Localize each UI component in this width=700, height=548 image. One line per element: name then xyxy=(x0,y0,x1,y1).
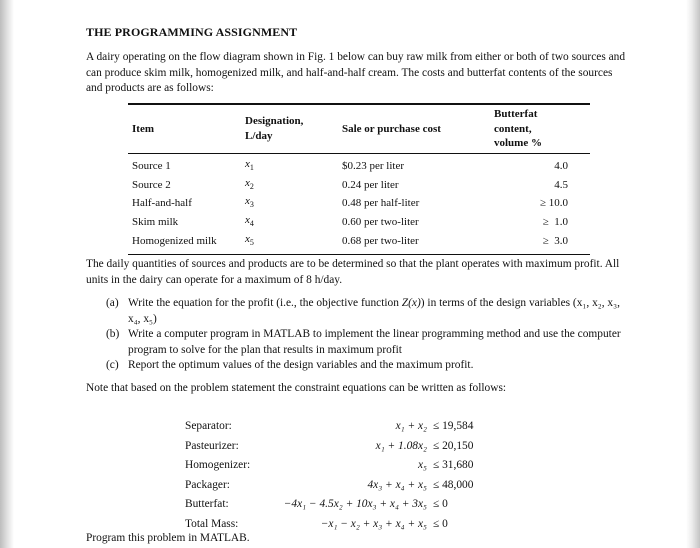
constraint-name: Total Mass: xyxy=(185,517,239,530)
table-header-row xyxy=(128,104,590,153)
constraint-expression: x₁ + 1.08x₂ xyxy=(375,439,427,452)
table-row xyxy=(128,232,590,254)
row-item: Homogenized milk xyxy=(132,235,217,247)
row-butterfat: ≥ 10.0 xyxy=(539,197,568,210)
page-shadow-right xyxy=(686,0,700,548)
row-item: Skim milk xyxy=(132,216,179,229)
row-cost: 0.60 per two-liter xyxy=(342,216,419,229)
row-butterfat: 4.5 xyxy=(554,178,568,191)
row-cost: 0.68 per two-liter xyxy=(342,235,419,247)
task-c xyxy=(106,358,626,374)
constraint-bound: ≤ 20,150 xyxy=(433,439,474,452)
task-a xyxy=(106,296,626,327)
sources-products-table xyxy=(128,103,590,255)
row-cost: 0.48 per half-liter xyxy=(342,197,420,210)
row-butterfat: ≥ 3.0 xyxy=(542,235,568,247)
constraint-name: Pasteurizer: xyxy=(185,439,239,452)
constraint-row xyxy=(185,437,495,457)
task-b xyxy=(106,327,626,358)
constraint-name: Packager: xyxy=(185,478,230,491)
constraint-note: Note that based on the problem statement the constraint equations can be written as follows: xyxy=(86,382,507,394)
constraint-name: Homogenizer: xyxy=(185,459,251,471)
table-row xyxy=(128,213,590,232)
constraint-row xyxy=(185,456,495,476)
row-item: Source 1 xyxy=(132,159,171,172)
task-a-label: (a) xyxy=(106,297,119,309)
task-a-text: Write the equation for the profit (i.e., the objective function Z(x)) in terms of the design variables (x₁, x₂, x₃, x₄, x₅) xyxy=(128,297,620,325)
constraint-row xyxy=(185,417,495,437)
task-b-label: (b) xyxy=(106,328,120,340)
constraint-bound: ≤ 48,000 xyxy=(433,478,474,491)
constraint-expression: x₅ xyxy=(417,459,427,471)
row-designation: $x_4$ xyxy=(245,214,254,229)
constraint-name: Separator: xyxy=(185,420,232,432)
row-item: Source 2 xyxy=(132,178,171,191)
constraint-expression: 4x₃ + x₄ + x₅ xyxy=(367,478,427,491)
constraint-bound: ≤ 19,584 xyxy=(433,420,474,432)
row-designation: $x_1$ xyxy=(245,157,254,172)
document-title: THE PROGRAMMING ASSIGNMENT xyxy=(86,25,298,39)
row-designation: $x_5$ xyxy=(245,232,254,248)
task-list xyxy=(106,296,626,374)
task-c-label: (c) xyxy=(106,359,119,371)
task-b-text: Write a computer program in MATLAB to implement the linear programming method and use the computer program to solve for the plan that results in maximum profit xyxy=(128,328,621,356)
constraint-expression: x₁ + x₂ xyxy=(395,420,427,432)
constraint-expression: −x₁ − x₂ + x₃ + x₄ + x₅ xyxy=(320,517,427,530)
header-butterfat: Butterfat content, volume % xyxy=(494,108,542,150)
row-designation: $x_3$ xyxy=(245,195,254,210)
constraint-row xyxy=(185,476,495,496)
constraint-expression: −4x₁ − 4.5x₂ + 10x₃ + x₄ + 3x₅ xyxy=(283,498,427,510)
header-cost: Sale or purchase cost xyxy=(342,122,441,135)
quantities-paragraph: The daily quantities of sources and products are to be determined so that the plant operates with maximum profit. All units in the dairy can operate for a maximum of 8 h/day. xyxy=(86,258,620,286)
intro-paragraph: A dairy operating on the flow diagram shown in Fig. 1 below can buy raw milk from either or both of two sources and can produce skim milk, homogenized milk, and half-and-half cream. The costs and butterfat contents of the sources and products are as follows: xyxy=(86,51,626,94)
constraint-list xyxy=(185,417,495,534)
constraint-bound: ≤ 31,680 xyxy=(433,459,474,471)
constraint-row xyxy=(185,495,495,515)
table-row xyxy=(128,176,590,195)
page-shadow-left xyxy=(0,0,14,548)
row-cost: 0.24 per liter xyxy=(342,178,399,191)
constraint-bound: ≤ 0 xyxy=(433,517,448,530)
header-designation: Designation, L/day xyxy=(245,115,304,142)
row-cost: $0.23 per liter xyxy=(342,159,405,172)
header-item: Item xyxy=(132,122,154,135)
row-designation: $x_2$ xyxy=(245,176,254,191)
row-item: Half-and-half xyxy=(132,197,192,210)
constraint-bound: ≤ 0 xyxy=(433,498,448,510)
task-c-text: Report the optimum values of the design variables and the maximum profit. xyxy=(128,359,474,371)
final-instruction: Program this problem in MATLAB. xyxy=(86,532,250,544)
row-butterfat: ≥ 1.0 xyxy=(542,216,568,229)
table-row xyxy=(128,153,590,175)
table-row xyxy=(128,194,590,213)
constraint-name: Butterfat: xyxy=(185,498,229,510)
row-butterfat: 4.0 xyxy=(554,159,568,172)
